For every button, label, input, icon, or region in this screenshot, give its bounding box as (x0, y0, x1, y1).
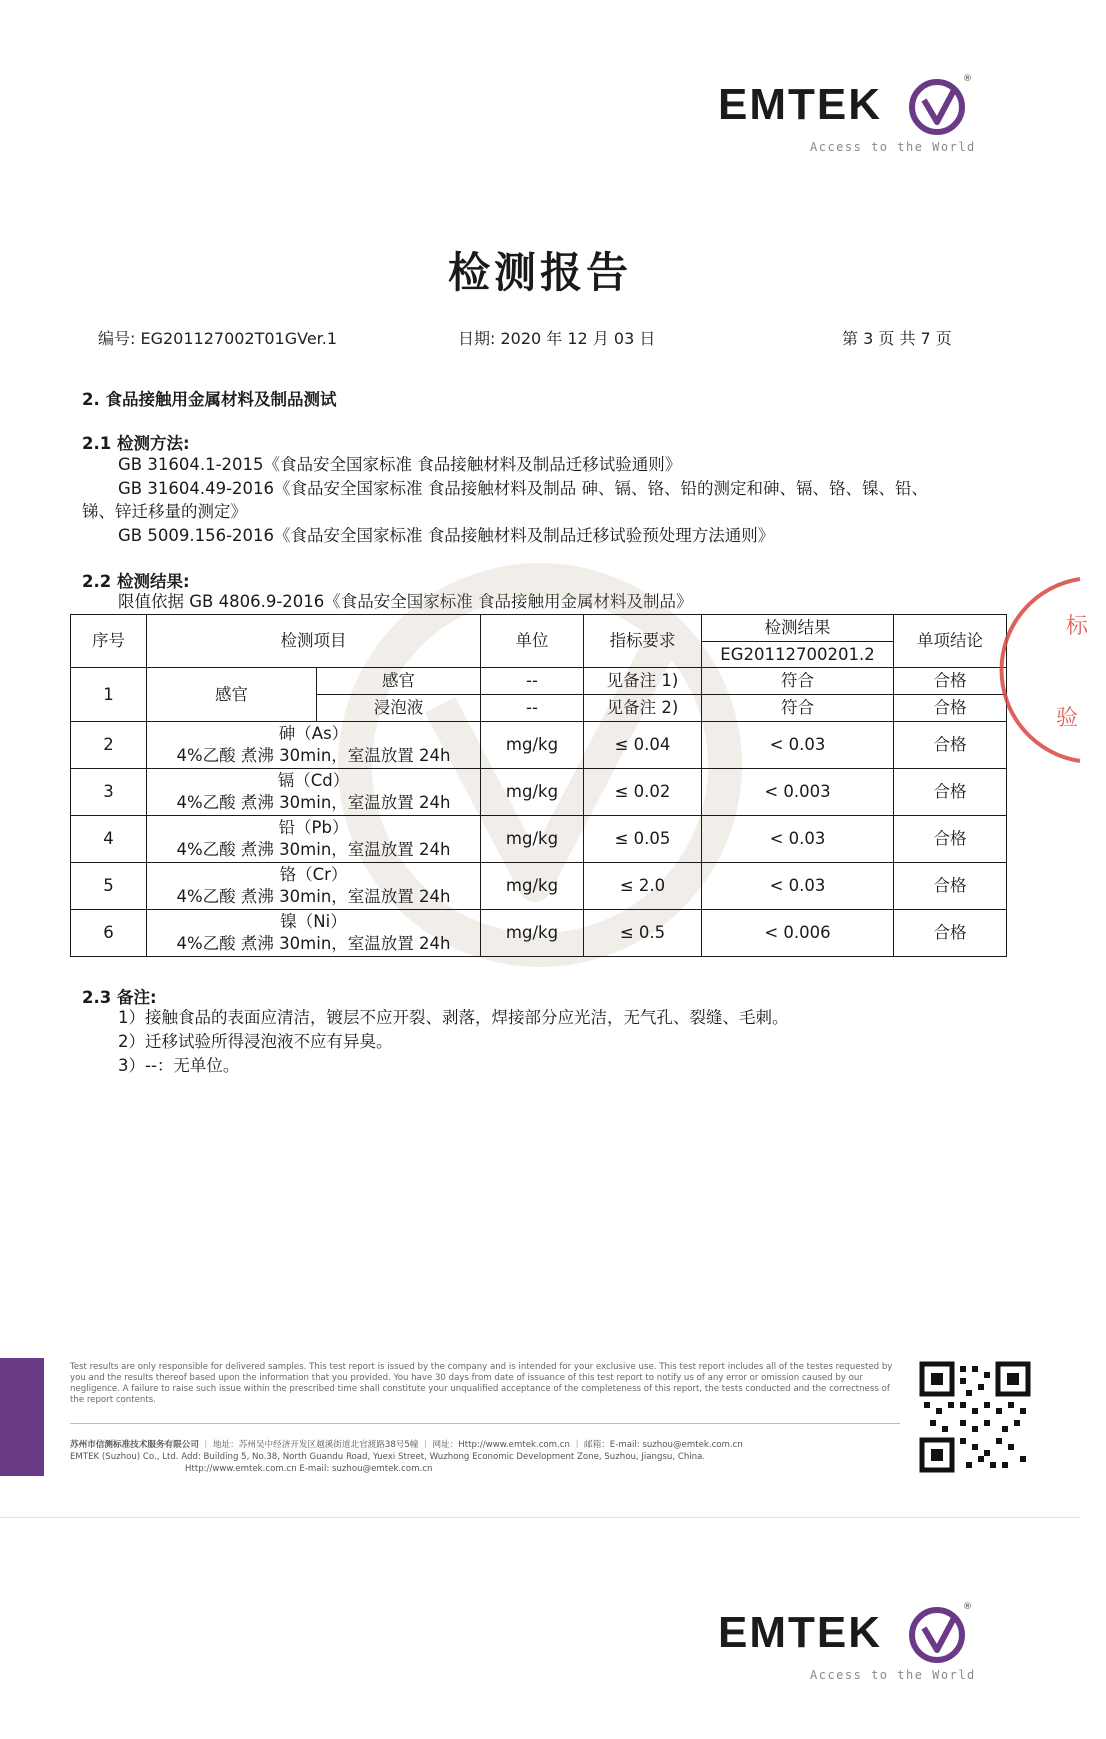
row-unit: mg/kg (481, 816, 584, 863)
row-item (147, 769, 481, 816)
note-item: 2）迁移试验所得浸泡液不应有异臭。 (118, 1032, 393, 1051)
row-item (147, 910, 481, 957)
row-requirement: ≤ 0.05 (584, 816, 702, 863)
header-item: 检测项目 (147, 615, 481, 668)
row-conclusion: 合格 (894, 695, 1007, 722)
logo-wordmark: EMTEK (718, 80, 882, 129)
row-no: 1 (71, 668, 147, 722)
footer-disclaimer: Test results are only responsible for delivered samples. This test report is issued by the company and is intended for your exclusive use. This test report includes all of the testes requested by you and the results thereof based upon the information that you provided. You have 30 days from date of issuance of this test report to notify us of any error or omission caused by our negligence. A failure to raise such issue within the prescribed time shall constitute your unqualified acceptance of the completeness of this report, the tests conducted and the correctness of the report contents. (70, 1362, 893, 1405)
metal-condition: 4%乙酸 煮沸 30min，室温放置 24h (176, 887, 451, 906)
metal-condition: 4%乙酸 煮沸 30min，室温放置 24h (176, 934, 451, 953)
footer-address-en: EMTEK (Suzhou) Co., Ltd. Add: Building 5, No.38, North Guandu Road, Yuexi Street, Wuzhong Economic Development Zone, Suzhou, Jiangsu, China. (70, 1452, 706, 1462)
row-subitem: 浸泡液 (317, 695, 481, 722)
metal-condition: 4%乙酸 煮沸 30min，室温放置 24h (176, 746, 451, 765)
logo-registered-mark: ® (963, 1602, 972, 1612)
row-unit: mg/kg (481, 769, 584, 816)
report-number: 编号: EG201127002T01GVer.1 (98, 329, 338, 348)
logo-check-mark-icon (908, 1606, 966, 1664)
row-requirement: 见备注 1) (584, 668, 702, 695)
header-unit: 单位 (481, 615, 584, 668)
method-line-2a: GB 31604.49-2016《食品安全国家标准 食品接触材料及制品 砷、镉、铬、铅的测定和砷、镉、铬、镍、铅、 (118, 479, 929, 498)
row-requirement: ≤ 2.0 (584, 863, 702, 910)
results-heading: 2.2 检测结果: (82, 572, 190, 591)
metal-name: 砷（As） (278, 724, 349, 743)
table-row (71, 816, 1007, 863)
row-result: < 0.03 (702, 816, 894, 863)
row-conclusion: 合格 (894, 910, 1007, 957)
logo-tagline: Access to the World (810, 1668, 976, 1682)
row-result: < 0.03 (702, 863, 894, 910)
row-no: 4 (71, 816, 147, 863)
notes-heading: 2.3 备注: (82, 988, 157, 1007)
row-result: 符合 (702, 695, 894, 722)
table-header-row (71, 615, 1007, 642)
row-result: < 0.003 (702, 769, 894, 816)
row-result: < 0.006 (702, 910, 894, 957)
row-conclusion: 合格 (894, 722, 1007, 769)
note-item: 3）--：无单位。 (118, 1056, 240, 1075)
header-result: 检测结果 (702, 615, 894, 642)
row-subitem: 感官 (317, 668, 481, 695)
row-no: 2 (71, 722, 147, 769)
header-no: 序号 (71, 615, 147, 668)
results-basis: 限值依据 GB 4806.9-2016《食品安全国家标准 食品接触用金属材料及制品》 (118, 592, 693, 611)
header-requirement: 指标要求 (584, 615, 702, 668)
row-unit: mg/kg (481, 863, 584, 910)
logo-tagline: Access to the World (810, 140, 976, 154)
footer-web-cn: 网址：Http://www.emtek.com.cn (432, 1440, 570, 1450)
row-unit: mg/kg (481, 910, 584, 957)
row-item (147, 816, 481, 863)
methods-heading: 2.1 检测方法: (82, 434, 190, 453)
row-unit: mg/kg (481, 722, 584, 769)
row-requirement: ≤ 0.5 (584, 910, 702, 957)
emtek-logo-top (718, 72, 978, 162)
header-conclusion: 单项结论 (894, 615, 1007, 668)
footer-mail-cn: 邮箱：E-mail: suzhou@emtek.com.cn (584, 1440, 743, 1450)
emtek-logo-bottom (718, 1600, 978, 1690)
report-date: 日期: 2020 年 12 月 03 日 (458, 329, 656, 348)
footer-web-en: Http://www.emtek.com.cn E-mail: suzhou@emtek.com.cn (185, 1464, 433, 1474)
metal-condition: 4%乙酸 煮沸 30min，室温放置 24h (176, 793, 451, 812)
table-row (71, 910, 1007, 957)
stamp-text-bottom: 验 (1056, 706, 1079, 731)
method-line-3: GB 5009.156-2016《食品安全国家标准 食品接触材料及制品迁移试验预处理方法通则》 (118, 526, 775, 545)
logo-wordmark: EMTEK (718, 1608, 882, 1657)
metal-name: 镉（Cd） (277, 771, 350, 790)
row-unit: -- (481, 695, 584, 722)
row-conclusion: 合格 (894, 863, 1007, 910)
row-requirement: 见备注 2) (584, 695, 702, 722)
logo-registered-mark: ® (963, 74, 972, 84)
metal-name: 铅（Pb） (278, 818, 349, 837)
header-sample-id: EG20112700201.2 (702, 642, 894, 668)
footer-accent-bar (0, 1358, 44, 1476)
row-conclusion: 合格 (894, 668, 1007, 695)
row-item: 感官 (147, 668, 317, 722)
metal-name: 铬（Cr） (279, 865, 348, 884)
stamp-text-top: 标 (1066, 614, 1089, 639)
footer-company-cn: 苏州市信测标准技术服务有限公司 (70, 1440, 199, 1450)
qr-code-icon (920, 1362, 1030, 1472)
table-row (71, 769, 1007, 816)
results-table (70, 614, 1007, 957)
table-row (71, 668, 1007, 695)
table-row (71, 863, 1007, 910)
row-unit: -- (481, 668, 584, 695)
metal-condition: 4%乙酸 煮沸 30min，室温放置 24h (176, 840, 451, 859)
footer-divider (70, 1423, 900, 1424)
row-conclusion: 合格 (894, 816, 1007, 863)
section-heading: 2. 食品接触用金属材料及制品测试 (82, 390, 337, 409)
row-item (147, 722, 481, 769)
page-divider (0, 1517, 1080, 1518)
logo-check-mark-icon (908, 78, 966, 136)
method-line-2b: 锑、锌迁移量的测定》 (82, 502, 247, 521)
metal-name: 镍（Ni） (280, 912, 347, 931)
note-item: 1）接触食品的表面应清洁，镀层不应开裂、剥落，焊接部分应光洁，无气孔、裂缝、毛刺。 (118, 1008, 789, 1027)
row-result: < 0.03 (702, 722, 894, 769)
row-no: 3 (71, 769, 147, 816)
row-no: 5 (71, 863, 147, 910)
report-page: 第 3 页 共 7 页 (842, 329, 952, 348)
table-row (71, 722, 1007, 769)
row-no: 6 (71, 910, 147, 957)
row-result: 符合 (702, 668, 894, 695)
footer-addr-cn: 地址：苏州吴中经济开发区越溪街道北官渡路38号5幢 (212, 1440, 419, 1450)
row-conclusion: 合格 (894, 769, 1007, 816)
footer-address-cn: 苏州市信测标准技术服务有限公司 ｜ 地址：苏州吴中经济开发区越溪街道北官渡路38号5幢 ｜ 网址：Http://www.emtek.com.cn ｜ 邮箱：E-mail: suzhou@emtek.com.cn (70, 1440, 743, 1450)
official-stamp-icon (1046, 575, 1106, 765)
row-requirement: ≤ 0.04 (584, 722, 702, 769)
row-item (147, 863, 481, 910)
method-line-1: GB 31604.1-2015《食品安全国家标准 食品接触材料及制品迁移试验通则》 (118, 455, 682, 474)
report-title: 检测报告 (447, 248, 632, 297)
row-requirement: ≤ 0.02 (584, 769, 702, 816)
